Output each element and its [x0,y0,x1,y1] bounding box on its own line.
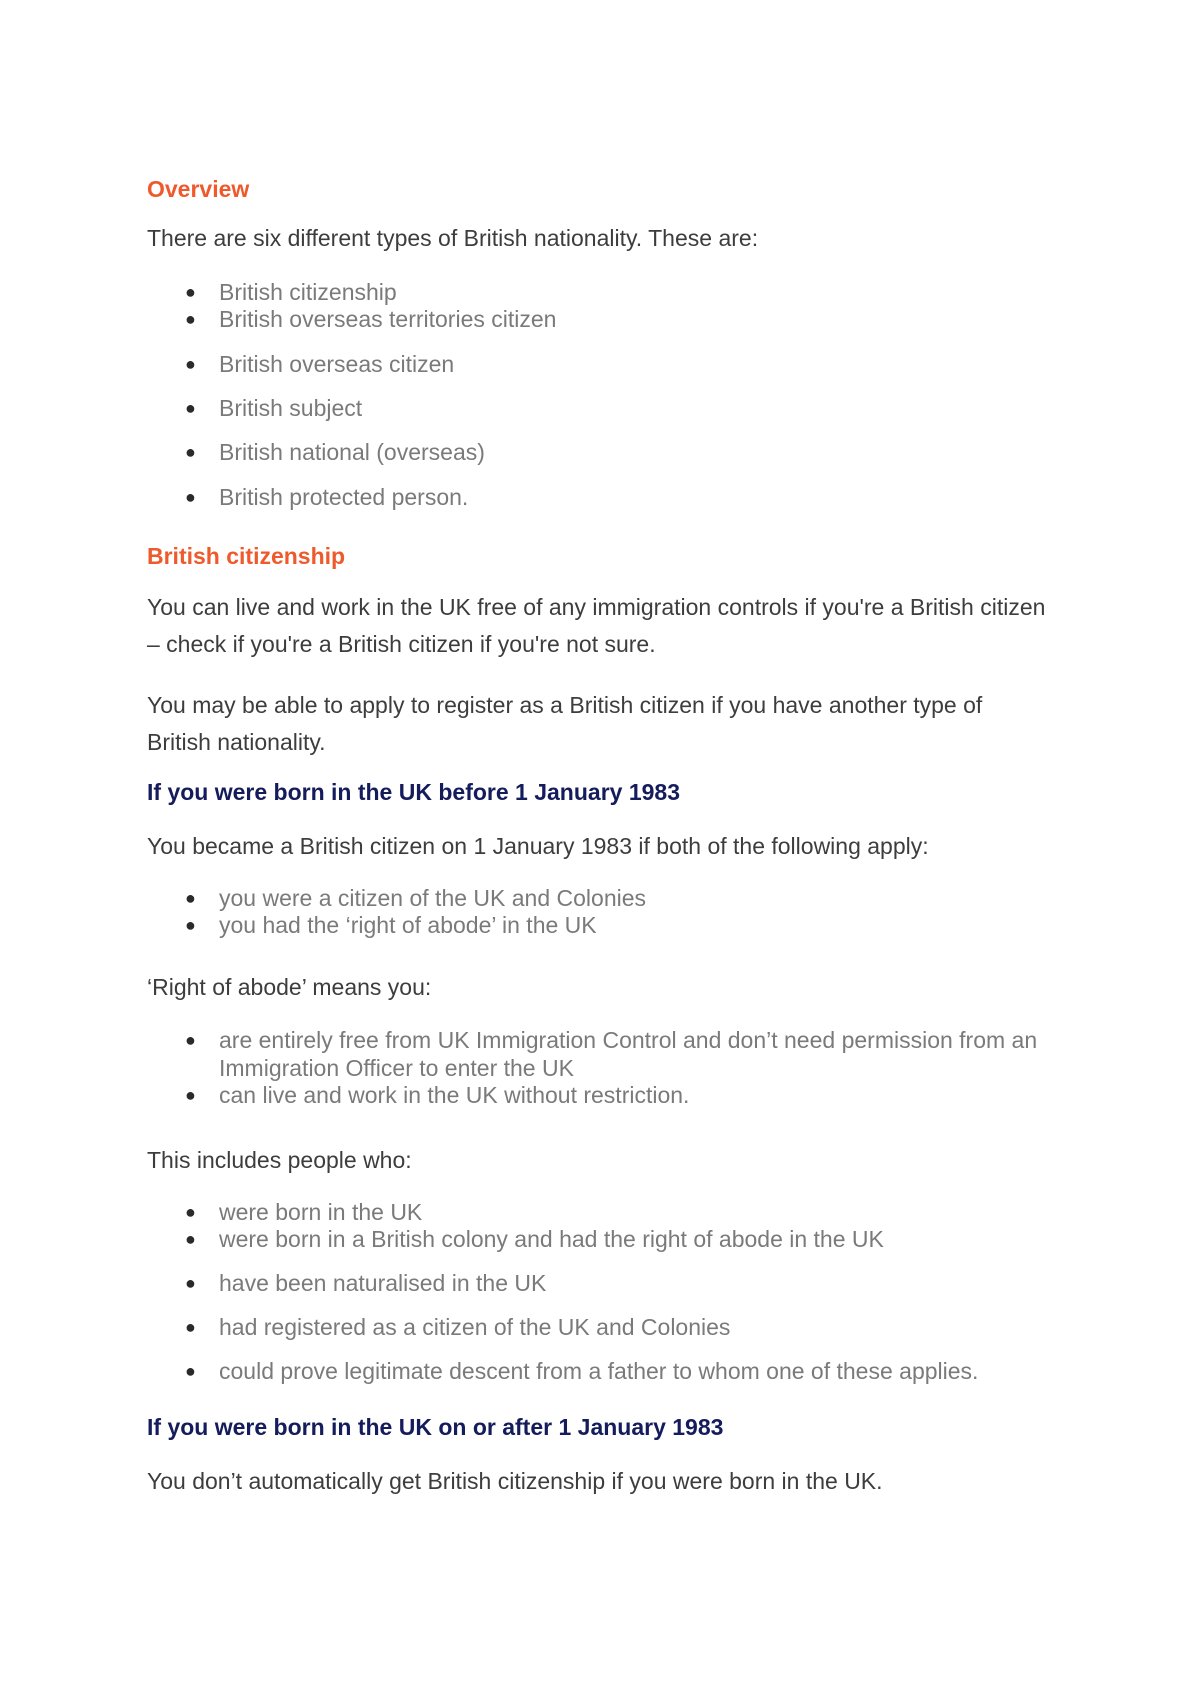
bullet-icon: ● [185,487,196,507]
bullet-icon: ● [185,1085,196,1105]
bullet-icon: ● [185,282,196,302]
bullet-icon: ● [185,888,196,908]
before-1983-heading: If you were born in the UK before 1 January 1983 [147,779,680,805]
citizenship-heading: British citizenship [147,543,346,569]
abode-intro: ‘Right of abode’ means you: [147,974,432,1000]
bullet-icon: ● [185,309,196,329]
includes-intro: This includes people who: [147,1147,412,1173]
after-1983-para: You don’t automatically get British citizenship if you were born in the UK. [147,1468,883,1494]
bullet-icon: ● [185,442,196,462]
bullet-icon: ● [185,398,196,418]
after-1983-heading: If you were born in the UK on or after 1 January 1983 [147,1414,724,1440]
citizenship-para-2: You may be able to apply to register as a British citizen if you have another type of British nationality. [147,692,983,755]
citizenship-para-1: You can live and work in the UK free of any immigration controls if you're a British citizen – check if you're a British citizen if you're not sure. [147,594,1046,657]
before-1983-intro: You became a British citizen on 1 January 1983 if both of the following apply: [147,833,929,859]
bullet-icon: ● [185,1202,196,1222]
bullet-icon: ● [185,1229,196,1249]
bullet-icon: ● [185,915,196,935]
overview-intro: There are six different types of British nationality. These are: [147,225,759,251]
overview-heading: Overview [147,176,250,202]
bullet-icon: ● [185,1361,196,1381]
bullet-icon: ● [185,1030,196,1050]
bullet-icon: ● [185,1317,196,1337]
bullet-icon: ● [185,354,196,374]
bullet-icon: ● [185,1273,196,1293]
